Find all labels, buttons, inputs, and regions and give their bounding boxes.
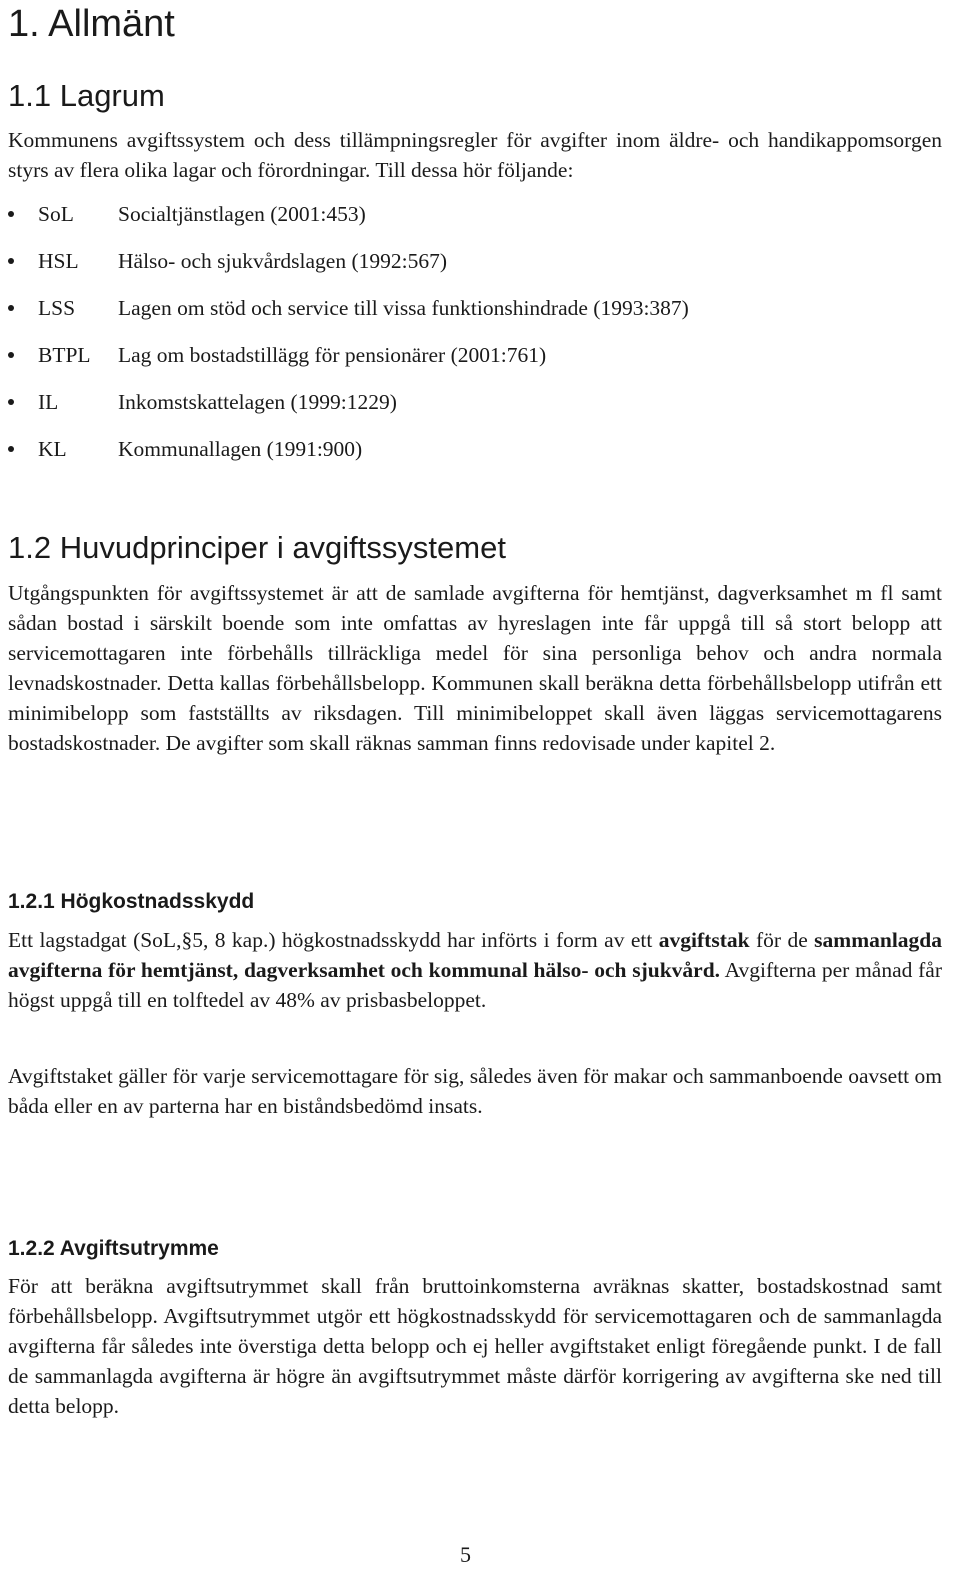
- law-name: Lagen om stöd och service till vissa funktionshindrade (1993:387): [118, 296, 689, 320]
- heading-allmant: 1. Allmänt: [8, 3, 175, 45]
- law-name: Kommunallagen (1991:900): [118, 437, 363, 461]
- bullet-icon: [8, 305, 14, 311]
- law-abbreviation: HSL: [38, 249, 79, 273]
- heading-avgiftsutrymme: 1.2.2 Avgiftsutrymme: [8, 1237, 219, 1260]
- law-item-il: [8, 384, 942, 431]
- law-name: Lag om bostadstillägg för pensionärer (2001:761): [118, 343, 547, 367]
- bold-text-sammanlagda-avgifter: sammanlagda avgifterna för hemtjänst, dagverksamhet och kommunal hälso- och sjukvård.: [8, 928, 942, 982]
- paragraph-lagrum-intro: Kommunens avgiftssystem och dess tillämpningsregler för avgifter inom äldre- och handikappomsorgen styrs av flera olika lagar och förordningar. Till dessa hör följande:: [8, 128, 942, 182]
- law-item-sol: [8, 196, 942, 243]
- text-segment: Ett lagstadgat (SoL,§5, 8 kap.) högkostnadsskydd har införts i form av ett: [8, 928, 659, 952]
- paragraph-avgiftsutrymme: För att beräkna avgiftsutrymmet skall från bruttoinkomsterna avräknas skatter, bostadskostnad samt förbehållsbelopp. Avgiftsutrymmet utgör ett högkostnadsskydd för servicemottagaren och de sammanlagda avgifterna får således inte överstiga detta belopp och ej heller avgiftstaket enligt föregående punkt. I de fall de sammanlagda avgifterna är högre än avgiftsutrymmet måste därför korrigering av avgifterna ske ned till detta belopp.: [8, 1274, 942, 1418]
- law-item-lss: [8, 290, 942, 337]
- law-name: Inkomstskattelagen (1999:1229): [118, 390, 397, 414]
- bullet-icon: [8, 211, 14, 217]
- paragraph-hogkostnadsskydd-1: [8, 925, 942, 1015]
- bullet-icon: [8, 399, 14, 405]
- law-name: Socialtjänstlagen (2001:453): [118, 202, 366, 226]
- heading-huvudprinciper: 1.2 Huvudprinciper i avgiftssystemet: [8, 530, 506, 565]
- bullet-icon: [8, 352, 14, 358]
- paragraph-hogkostnadsskydd-2: Avgiftstaket gäller för varje servicemottagare för sig, således även för makar och sammanboende oavsett om båda eller en av parterna har en biståndsbedömd insats.: [8, 1064, 942, 1118]
- heading-lagrum: 1.1 Lagrum: [8, 78, 165, 113]
- law-item-btpl: [8, 337, 942, 384]
- bullet-icon: [8, 258, 14, 264]
- law-list: [8, 196, 942, 478]
- law-abbreviation: KL: [38, 437, 67, 461]
- law-abbreviation: LSS: [38, 296, 76, 320]
- law-abbreviation: BTPL: [38, 343, 91, 367]
- law-name: Hälso- och sjukvårdslagen (1992:567): [118, 249, 447, 273]
- law-item-hsl: [8, 243, 942, 290]
- heading-hogkostnadsskydd: 1.2.1 Högkostnadsskydd: [8, 890, 255, 913]
- bold-text-avgiftstak: avgiftstak: [658, 928, 750, 952]
- page-number: 5: [460, 1542, 471, 1567]
- law-item-kl: [8, 431, 942, 478]
- paragraph-huvudprinciper: Utgångspunkten för avgiftssystemet är att de samlade avgifterna för hemtjänst, dagverksamhet m fl samt sådan bostad i särskilt boende som inte omfattas av hyreslagen inte får uppgå till så stort belopp att servicemottagaren inte förbehålls tillräckliga medel för sina personliga behov och andra normala levnadskostnader. Detta kallas förbehållsbelopp. Kommunen skall beräkna detta förbehållsbelopp utifrån ett minimibelopp som fastställts av riksdagen. Till minimibeloppet skall även läggas servicemottagarens bostadskostnader. De avgifter som skall räknas samman finns redovisade under kapitel 2.: [8, 581, 942, 755]
- law-abbreviation: SoL: [38, 202, 74, 226]
- law-abbreviation: IL: [38, 390, 59, 414]
- text-segment: Avgifterna per månad får högst uppgå till en tolftedel av 48% av prisbasbeloppet.: [8, 958, 942, 1012]
- bullet-icon: [8, 446, 14, 452]
- text-segment: för de: [749, 928, 815, 952]
